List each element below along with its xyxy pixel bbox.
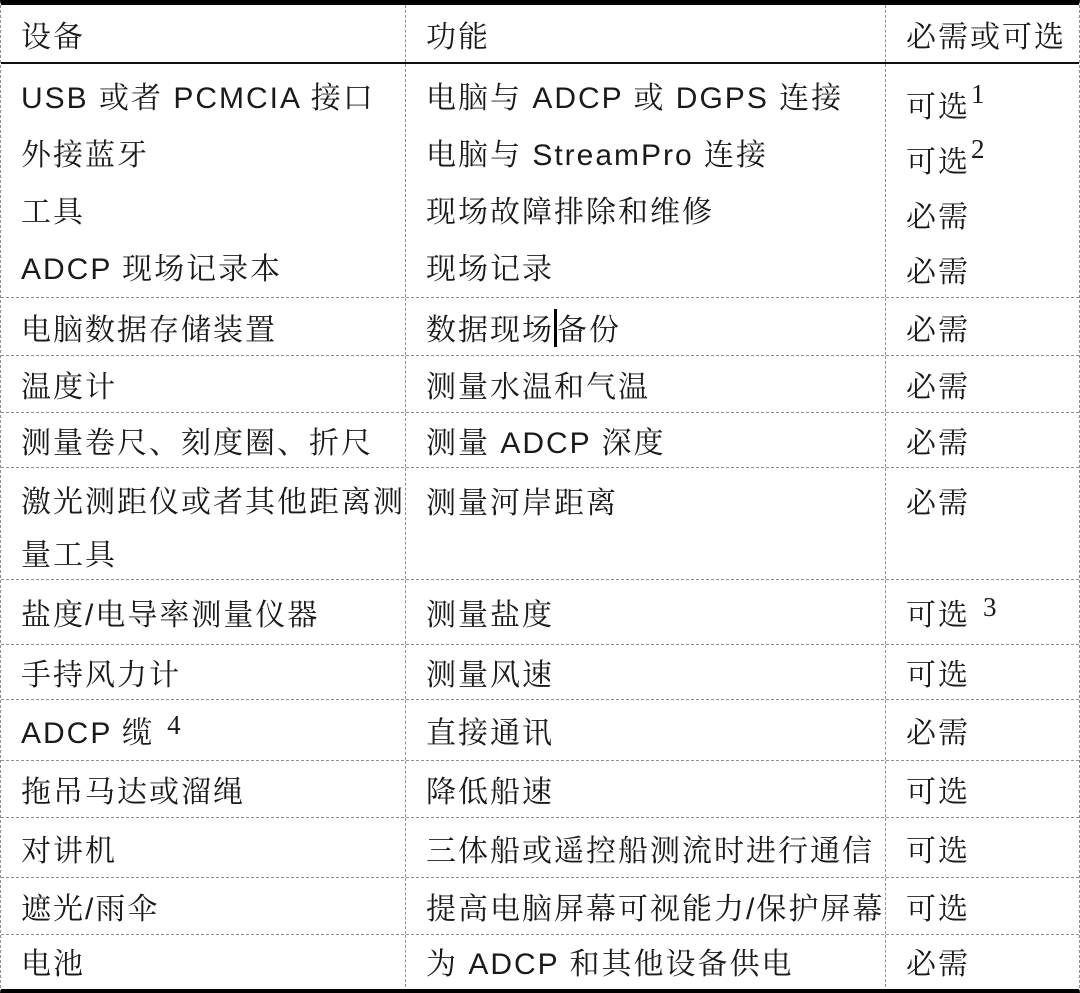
table-body bbox=[1, 64, 1079, 987]
column-header-device bbox=[1, 5, 406, 62]
requirement-cell bbox=[886, 700, 1079, 760]
cell-text: 必需 bbox=[906, 427, 970, 460]
cell-text: ADCP 现场记录本 bbox=[21, 252, 283, 286]
device-cell bbox=[1, 413, 406, 467]
table-row bbox=[1, 579, 1079, 644]
device-cell bbox=[1, 468, 406, 579]
cell-text: 测量卷尺、刻度圈、折尺 bbox=[21, 427, 373, 460]
requirement-cell bbox=[886, 818, 1079, 877]
cell-text: 必需 bbox=[906, 717, 970, 750]
cell-text: 现场故障排除和维修 bbox=[426, 195, 714, 229]
cell-text: 测量水温和气温 bbox=[426, 371, 650, 404]
cell-text: 工具 bbox=[21, 195, 85, 229]
function-cell bbox=[406, 468, 886, 579]
requirement-cell bbox=[886, 64, 1079, 297]
table-row bbox=[1, 355, 1079, 412]
cell-text: 电脑数据存储装置 bbox=[21, 313, 277, 347]
requirement-cell bbox=[886, 580, 1079, 644]
cell-text: 测量河岸距离 bbox=[426, 486, 618, 520]
function-cell bbox=[406, 761, 886, 817]
device-cell bbox=[1, 298, 406, 355]
cell-text: 对讲机 bbox=[21, 834, 117, 868]
device-cell bbox=[1, 878, 406, 934]
requirement-cell bbox=[886, 356, 1079, 412]
cell-text: 手持风力计 bbox=[21, 659, 181, 692]
requirement-cell bbox=[886, 645, 1079, 699]
cell-text: 外接蓝牙 bbox=[21, 138, 149, 172]
header-label: 功能 bbox=[426, 20, 490, 54]
cell-text: 激光测距仪或者其他距离测 bbox=[21, 485, 405, 519]
cell-text: 必需 bbox=[906, 371, 970, 404]
function-cell bbox=[406, 818, 886, 877]
cell-text: 可选 1 bbox=[906, 79, 985, 124]
table-row bbox=[1, 934, 1079, 987]
cell-text: 拖吊马达或溜绳 bbox=[21, 776, 245, 809]
cell-text: 必需 bbox=[906, 486, 970, 520]
cell-text: 必需 bbox=[906, 313, 970, 347]
cell-text: 电脑与 ADCP 或 DGPS 连接 bbox=[426, 81, 844, 115]
cell-text: USB 或者 PCMCIA 接口 bbox=[21, 81, 375, 115]
function-cell bbox=[406, 700, 886, 760]
function-cell bbox=[406, 298, 886, 355]
device-cell bbox=[1, 761, 406, 817]
device-cell bbox=[1, 64, 406, 297]
cell-text: 必需 bbox=[906, 256, 970, 290]
cell-text: 可选 2 bbox=[906, 134, 985, 179]
table-row bbox=[1, 760, 1079, 817]
requirement-cell bbox=[886, 468, 1079, 579]
footnote-superscript: 2 bbox=[971, 134, 985, 165]
cell-text: 提高电脑屏幕可视能力/保护屏幕 bbox=[426, 893, 885, 926]
cell-text: 电池 bbox=[21, 948, 85, 981]
function-cell bbox=[406, 935, 886, 987]
function-cell bbox=[406, 413, 886, 467]
table-row bbox=[1, 64, 1079, 297]
device-cell bbox=[1, 935, 406, 987]
footnote-superscript: 4 bbox=[167, 710, 181, 740]
function-cell bbox=[406, 580, 886, 644]
requirement-cell bbox=[886, 413, 1079, 467]
table-row bbox=[1, 467, 1079, 579]
table-row bbox=[1, 644, 1079, 699]
cell-text: 量工具 bbox=[21, 539, 117, 573]
table-header-row bbox=[1, 5, 1079, 64]
cell-text: 温度计 bbox=[21, 371, 117, 404]
text-cursor bbox=[554, 309, 557, 347]
device-cell bbox=[1, 645, 406, 699]
cell-text: 直接通讯 bbox=[426, 717, 554, 750]
requirement-cell bbox=[886, 761, 1079, 817]
requirement-cell bbox=[886, 878, 1079, 934]
function-cell bbox=[406, 64, 886, 297]
cell-text: 测量盐度 bbox=[426, 599, 554, 632]
requirement-cell bbox=[886, 935, 1079, 987]
cell-text: 现场记录 bbox=[426, 252, 554, 286]
cell-text: 数据现场 备份 bbox=[426, 305, 885, 349]
cell-text: 电脑与 StreamPro 连接 bbox=[426, 138, 769, 172]
cell-text: 可选 bbox=[906, 893, 970, 926]
cell-text: 测量风速 bbox=[426, 659, 554, 692]
cell-text: 降低船速 bbox=[426, 776, 554, 809]
footnote-superscript: 3 bbox=[983, 592, 997, 622]
function-cell bbox=[406, 878, 886, 934]
cell-text: 盐度/电导率测量仪器 bbox=[21, 599, 320, 632]
cell-text: 测量 ADCP 深度 bbox=[426, 427, 666, 460]
device-cell bbox=[1, 356, 406, 412]
function-cell bbox=[406, 645, 886, 699]
header-label: 设备 bbox=[21, 20, 85, 54]
function-cell bbox=[406, 356, 886, 412]
table-row bbox=[1, 412, 1079, 467]
table-row bbox=[1, 297, 1079, 355]
table-row bbox=[1, 817, 1079, 877]
column-header-requirement bbox=[886, 5, 1079, 62]
cell-text: 可选 3 bbox=[906, 592, 997, 632]
device-cell bbox=[1, 580, 406, 644]
cell-text: 必需 bbox=[906, 948, 970, 981]
header-label: 必需或可选 bbox=[906, 20, 1066, 54]
cell-text: 可选 bbox=[906, 834, 970, 868]
table-row bbox=[1, 877, 1079, 934]
cell-text: ADCP 缆 4 bbox=[21, 710, 181, 750]
device-cell bbox=[1, 700, 406, 760]
table-row bbox=[1, 699, 1079, 760]
cell-text: 必需 bbox=[906, 201, 970, 235]
footnote-superscript: 1 bbox=[971, 79, 985, 110]
column-header-function bbox=[406, 5, 886, 62]
device-cell bbox=[1, 818, 406, 877]
cell-text: 可选 bbox=[906, 659, 970, 692]
cell-text: 可选 bbox=[906, 776, 970, 809]
cell-text: 三体船或遥控船测流时进行通信 bbox=[426, 834, 874, 868]
cell-text: 为 ADCP 和其他设备供电 bbox=[426, 948, 794, 981]
cell-text: 遮光/雨伞 bbox=[21, 893, 160, 926]
requirement-cell bbox=[886, 298, 1079, 355]
